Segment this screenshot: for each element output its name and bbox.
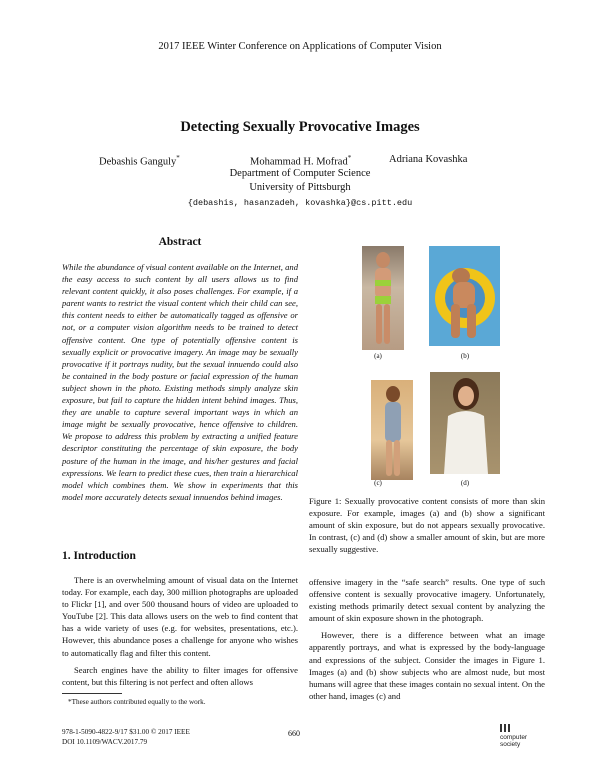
author-mark: * bbox=[347, 154, 352, 162]
introduction-body bbox=[62, 574, 298, 688]
logo-line-1: computer bbox=[500, 734, 528, 741]
paper-title: Detecting Sexually Provocative Images bbox=[180, 119, 420, 135]
author-2 bbox=[250, 154, 351, 168]
figure-label-d: (d) bbox=[460, 479, 470, 487]
introduction-heading: 1. Introduction bbox=[62, 550, 136, 562]
footnote-rule bbox=[62, 693, 122, 694]
figure-image-d bbox=[430, 372, 500, 474]
abstract-heading: Abstract bbox=[158, 236, 202, 248]
page-number: 660 bbox=[288, 729, 300, 738]
ieee-logo-icon bbox=[500, 724, 512, 732]
author-name: Debashis Ganguly bbox=[99, 156, 177, 168]
figure-caption: Figure 1: Sexually provocative content consists of more than skin exposure. For example, images (a) and (b) show a significant amount of skin exposure, but do not appears sexually provocative. In contrast, (c) and (d) show a smaller amount of skin, but are more sexually suggestive. bbox=[309, 496, 545, 555]
author-3 bbox=[389, 154, 467, 165]
intro-paragraph-1: There is an overwhelming amount of visual data on the Internet today. For example, each day, 300 million photographs are uploaded to Flickr [1], and over 500 thousand hours of video are uploaded to YouTube [2]. This data allows users on the web to find content that has a wide variety of uses (e.g. for websites, presentations, etc.). However, this abundance poses a challenge for anyone who wishes to automatically flag and filter this content. bbox=[62, 575, 298, 658]
copyright-footer bbox=[62, 728, 190, 747]
author-name: Mohammad H. Mofrad bbox=[250, 156, 348, 168]
doi-line: DOI 10.1109/WACV.2017.79 bbox=[62, 737, 148, 746]
author-name: Adriana Kovashka bbox=[389, 154, 468, 165]
right-paragraph-1: offensive imagery in the “safe search” results. One type of such offensive content is sexually provocative imagery. Unfortunately, existing methods primarily detect sexual content by analyzing the amount of skin exposure shown in the photograph. bbox=[309, 577, 545, 624]
figure-image-b bbox=[429, 246, 500, 346]
abstract-text: While the abundance of visual content available on the Internet, and the easy access to such content by all users allows us to find relevant content quickly, it also poses challenges. For example, if a parent wants to restrict the visual content which their child can see, this content needs to either be automatically tagged as offensive or not, or a computer vision algorithm needs to be trained to detect offensive content. One type of potentially offensive content is sexually explicit or provocative imagery. An image may be sexually provocative if it portrays nudity, but the sexual innuendo could also be contained in the body posture or facial expression of the human subject shown in the photo. Existing methods simply analyze skin exposure, but fail to capture the hidden intent behind images. Thus, they are unable to capture several important ways in which an image might be sexually provocative, hence offensive to children. We propose to address this problem by extracting a unified feature descriptor constituting the percentage of skin exposure, the body posture of the human in the image, and his/her gestures and facial expressions. We learn to predict these cues, then train a hierarchical model which combines them. We show in experiments that this model more accurately detects sexual innuendos behind images. bbox=[62, 262, 298, 502]
footnote: *These authors contributed equally to the work. bbox=[68, 698, 206, 706]
figure-image-a bbox=[362, 246, 404, 350]
computer-society-logo bbox=[500, 724, 546, 748]
right-column-body bbox=[309, 576, 545, 702]
right-paragraph-2: However, there is a difference between what an image apparently portrays, and what is expressed by the body-language and expressions of the subject. Consider the images in Figure 1. Images (a) and (b) show subjects who are almost nude, but most humans will agree that these images contain no sexual intent. On the other hand, images (c) and bbox=[309, 630, 545, 701]
figure-image-c bbox=[371, 380, 413, 480]
conference-header: 2017 IEEE Winter Conference on Applications of Computer Vision bbox=[158, 41, 442, 52]
author-mark: * bbox=[176, 154, 180, 162]
university: University of Pittsburgh bbox=[249, 182, 351, 193]
author-1 bbox=[99, 154, 180, 168]
figure-label-a: (a) bbox=[374, 352, 382, 360]
figure-label-b: (b) bbox=[460, 352, 470, 360]
isbn-line: 978-1-5090-4822-9/17 $31.00 © 2017 IEEE bbox=[62, 728, 190, 736]
logo-line-2: society bbox=[500, 741, 521, 748]
intro-paragraph-2: Search engines have the ability to filter images for offensive content, but this filtering is not perfect and often allows bbox=[62, 664, 298, 687]
figure-label-c: (c) bbox=[374, 479, 382, 487]
department: Department of Computer Science bbox=[229, 168, 371, 179]
author-emails: {debashis, hasanzadeh, kovashka}@cs.pitt.edu bbox=[187, 198, 413, 208]
